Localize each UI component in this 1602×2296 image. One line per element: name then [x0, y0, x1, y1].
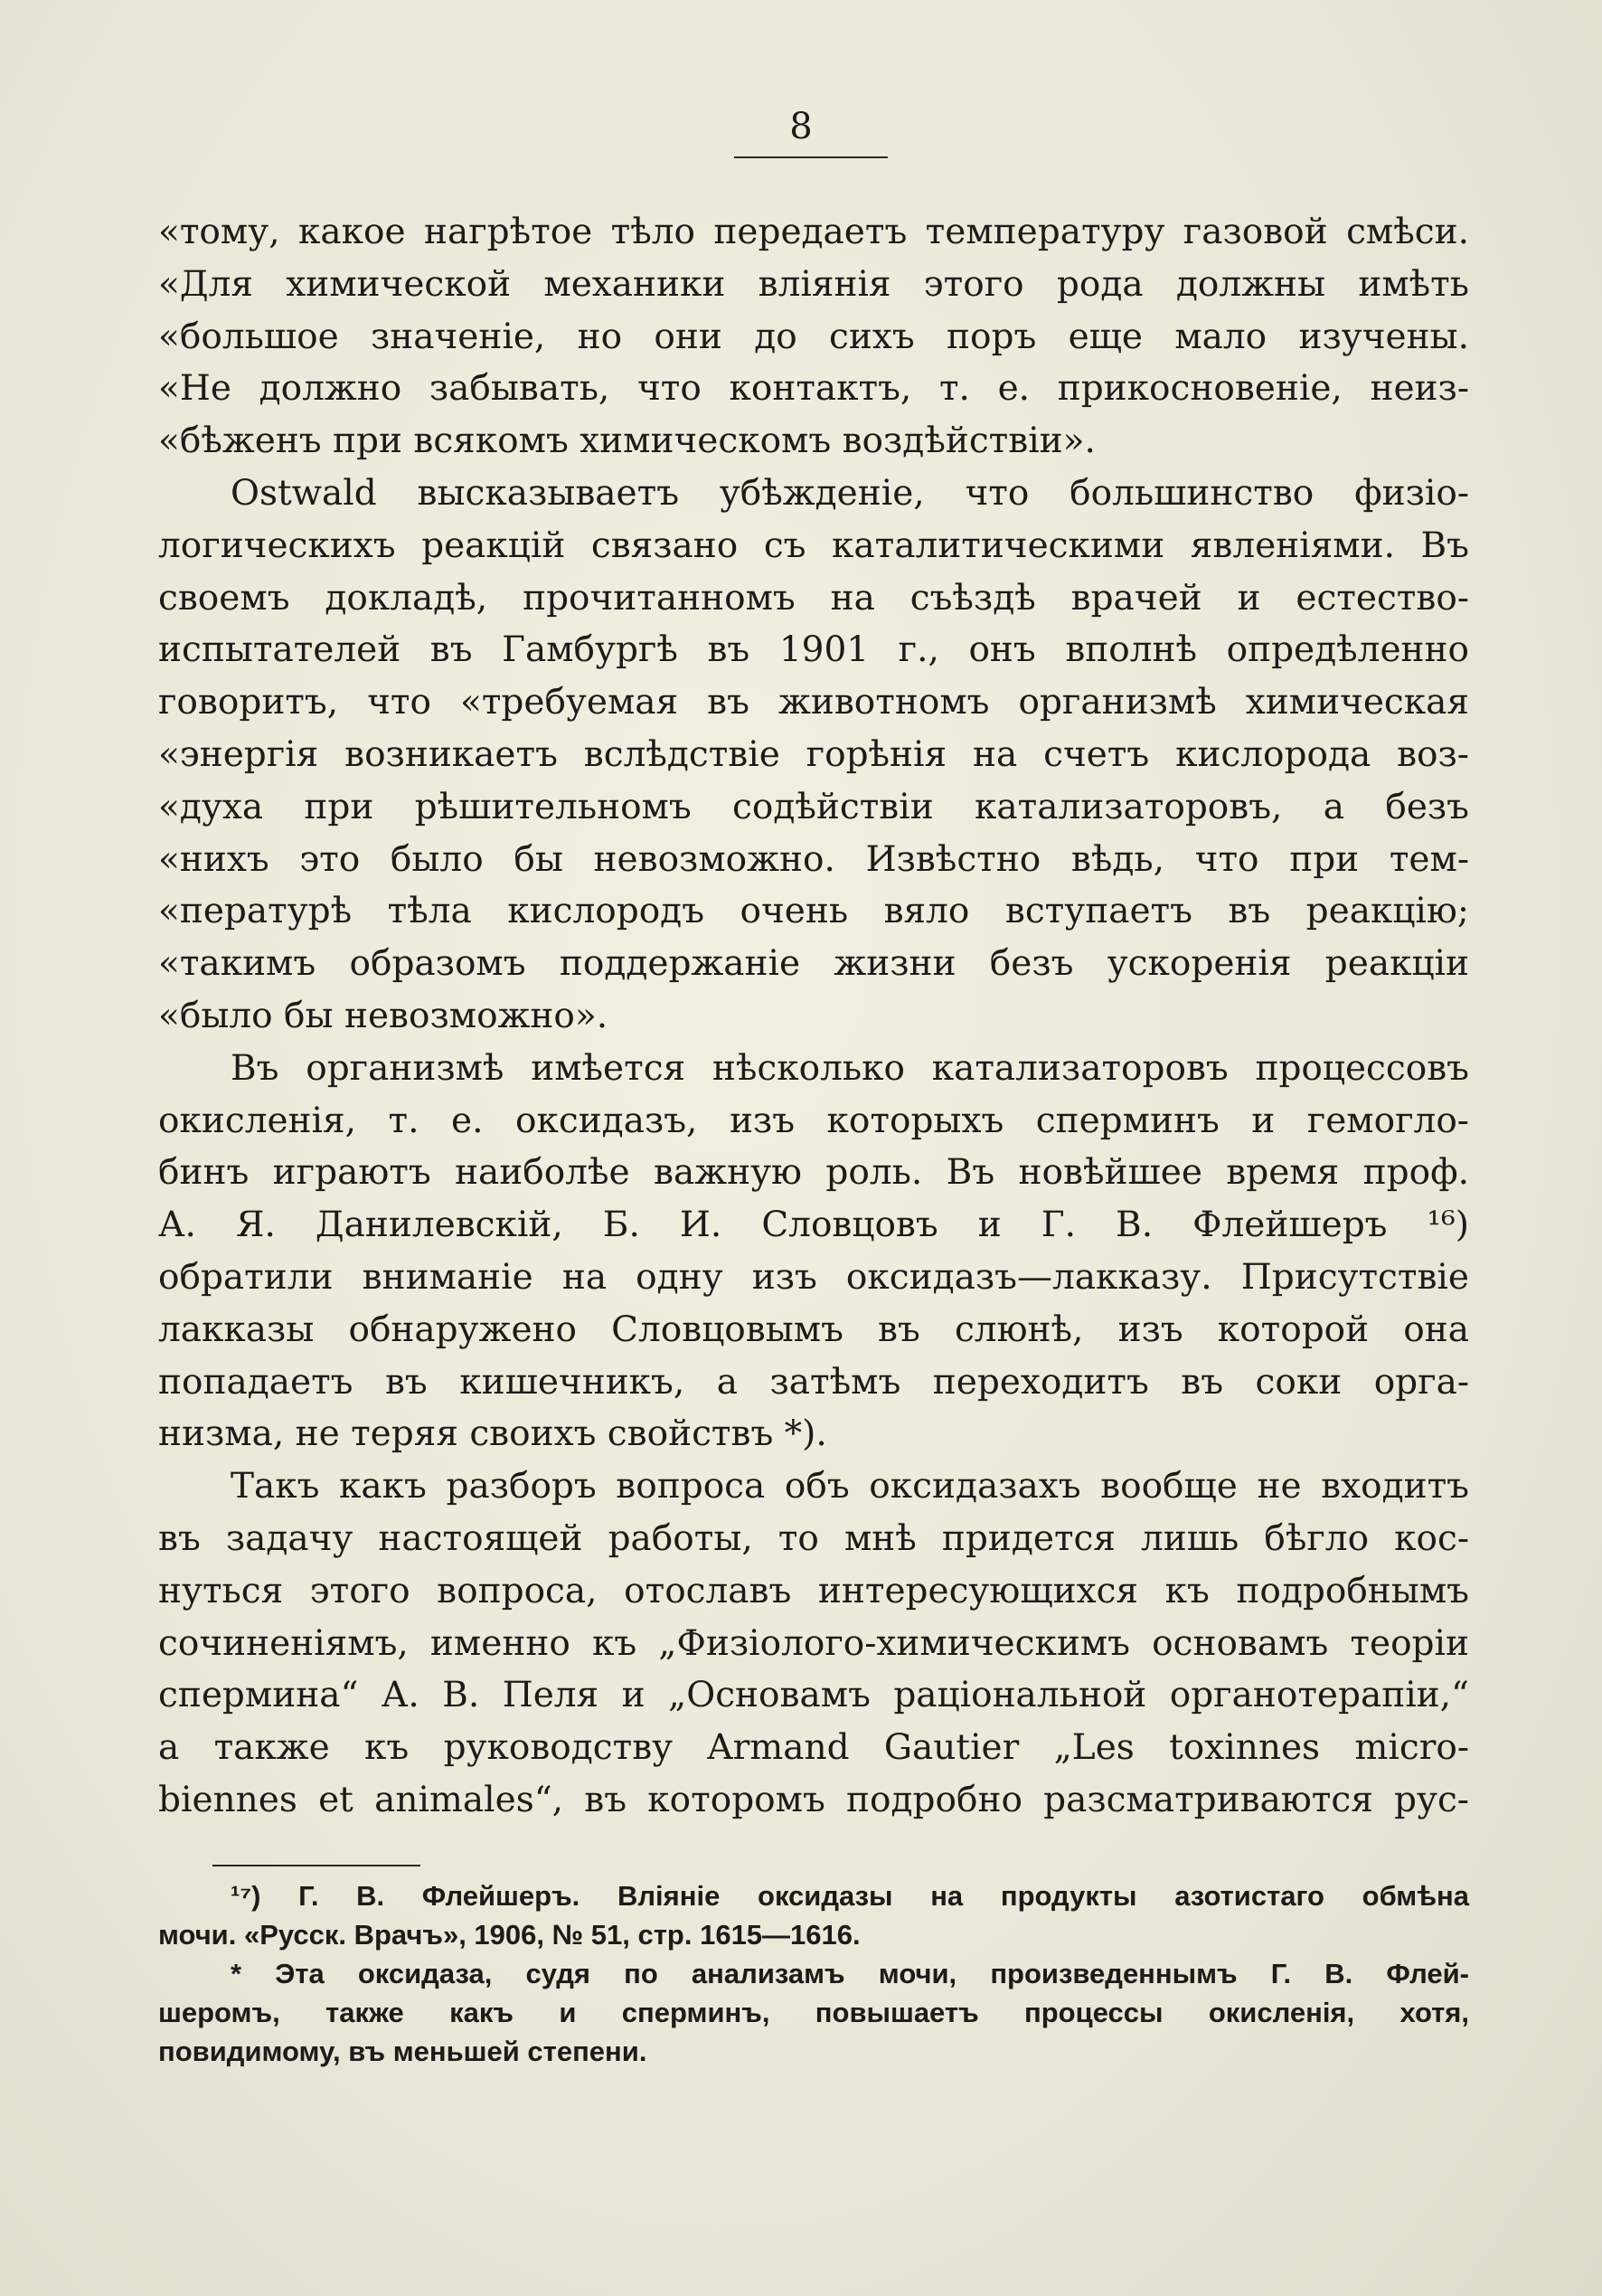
text-line: попадаетъ въ кишечникъ, а затѣмъ переходитъ въ соки орга- — [158, 1361, 1469, 1403]
page-number: 8 — [789, 106, 813, 147]
text-line: сочиненіямъ, именно къ „Физіолого-химическимъ основамъ теоріи — [158, 1622, 1469, 1664]
footnotes — [158, 1876, 1469, 2071]
footnote-line: * Эта оксидаза, судя по анализамъ мочи, произведеннымъ Г. В. Флей- — [231, 1958, 1469, 1989]
text-line: низма, не теряя своихъ свойствъ *). — [158, 1413, 827, 1455]
text-line: бинъ играютъ наиболѣе важную роль. Въ новѣйшее время проф. — [158, 1152, 1469, 1194]
text-line: «пературѣ тѣла кислородъ очень вяло вступаетъ въ реакцію; — [158, 891, 1469, 932]
text-line: «энергія возникаетъ вслѣдствіе горѣнія на счетъ кислорода воз- — [158, 733, 1469, 775]
text-line: окисленія, т. е. оксидазъ, изъ которыхъ сперминъ и гемогло- — [158, 1100, 1469, 1141]
text-line: нуться этого вопроса, отославъ интересующихся къ подробнымъ — [158, 1570, 1469, 1611]
text-line: «такимъ образомъ поддержаніе жизни безъ ускоренія реакціи — [158, 943, 1469, 985]
text-line: «большое значеніе, но они до сихъ поръ еще мало изучены. — [158, 316, 1469, 357]
header-rule — [734, 156, 888, 158]
text-line: а также къ руководству Armand Gautier „Les toxinnes micro- — [158, 1727, 1469, 1769]
footnote-rule — [212, 1865, 420, 1866]
text-line: лакказы обнаружено Словцовымъ въ слюнѣ, изъ которой она — [158, 1309, 1469, 1350]
footnote-line: мочи. «Русск. Врачъ», 1906, № 51, стр. 1615—1616. — [158, 1919, 861, 1951]
text-line: «Для химической механики вліянія этого рода должны имѣть — [158, 263, 1469, 305]
text-line: въ задачу настоящей работы, то мнѣ придется лишь бѣгло кос- — [158, 1517, 1469, 1559]
text-line: А. Я. Данилевскій, Б. И. Словцовъ и Г. В. Флейшеръ ¹⁶) — [158, 1205, 1469, 1246]
text-line: обратили вниманіе на одну изъ оксидазъ—лакказу. Присутствіе — [158, 1256, 1469, 1298]
text-line: говоритъ, что «требуемая въ животномъ организмѣ химическая — [158, 682, 1469, 723]
text-line: спермина“ А. В. Пеля и „Основамъ раціональной органотерапіи,“ — [158, 1675, 1469, 1716]
footnote-line: шеромъ, также какъ и сперминъ, повышаетъ процессы окисленія, хотя, — [158, 1997, 1469, 2028]
text-line: Ostwald высказываетъ убѣжденіе, что большинство физіо- — [231, 472, 1469, 514]
text-line: biennes et animales“, въ которомъ подробно разсматриваются рус- — [158, 1779, 1469, 1820]
text-line: Такъ какъ разборъ вопроса объ оксидазахъ вообще не входитъ — [231, 1466, 1469, 1507]
text-line: логическихъ реакцій связано съ каталитическими явленіями. Въ — [158, 524, 1469, 566]
text-line: «нихъ это было бы невозможно. Извѣстно вѣдь, что при тем- — [158, 838, 1469, 880]
text-line: испытателей въ Гамбургѣ въ 1901 г., онъ вполнѣ опредѣленно — [158, 629, 1469, 671]
text-line: «духа при рѣшительномъ содѣйствіи катализаторовъ, а безъ — [158, 786, 1469, 827]
text-line: «тому, какое нагрѣтое тѣло передаетъ температуру газовой смѣси. — [158, 212, 1469, 252]
footnote-line: повидимому, въ меньшей степени. — [158, 2036, 647, 2067]
body-text — [158, 206, 1469, 1827]
text-line: «Не должно забывать, что контактъ, т. е. прикосновеніе, неиз- — [158, 368, 1469, 410]
text-line: Въ организмѣ имѣется нѣсколько катализаторовъ процессовъ — [231, 1047, 1469, 1089]
footnote-line: ¹⁷) Г. В. Флейшеръ. Вліяніе оксидазы на продукты азотистаго обмѣна — [231, 1880, 1469, 1912]
text-line: «бѣженъ при всякомъ химическомъ воздѣйствіи». — [158, 420, 1096, 462]
text-line: своемъ докладѣ, прочитанномъ на съѣздѣ врачей и естество- — [158, 577, 1469, 619]
text-line: «было бы невозможно». — [158, 995, 608, 1036]
